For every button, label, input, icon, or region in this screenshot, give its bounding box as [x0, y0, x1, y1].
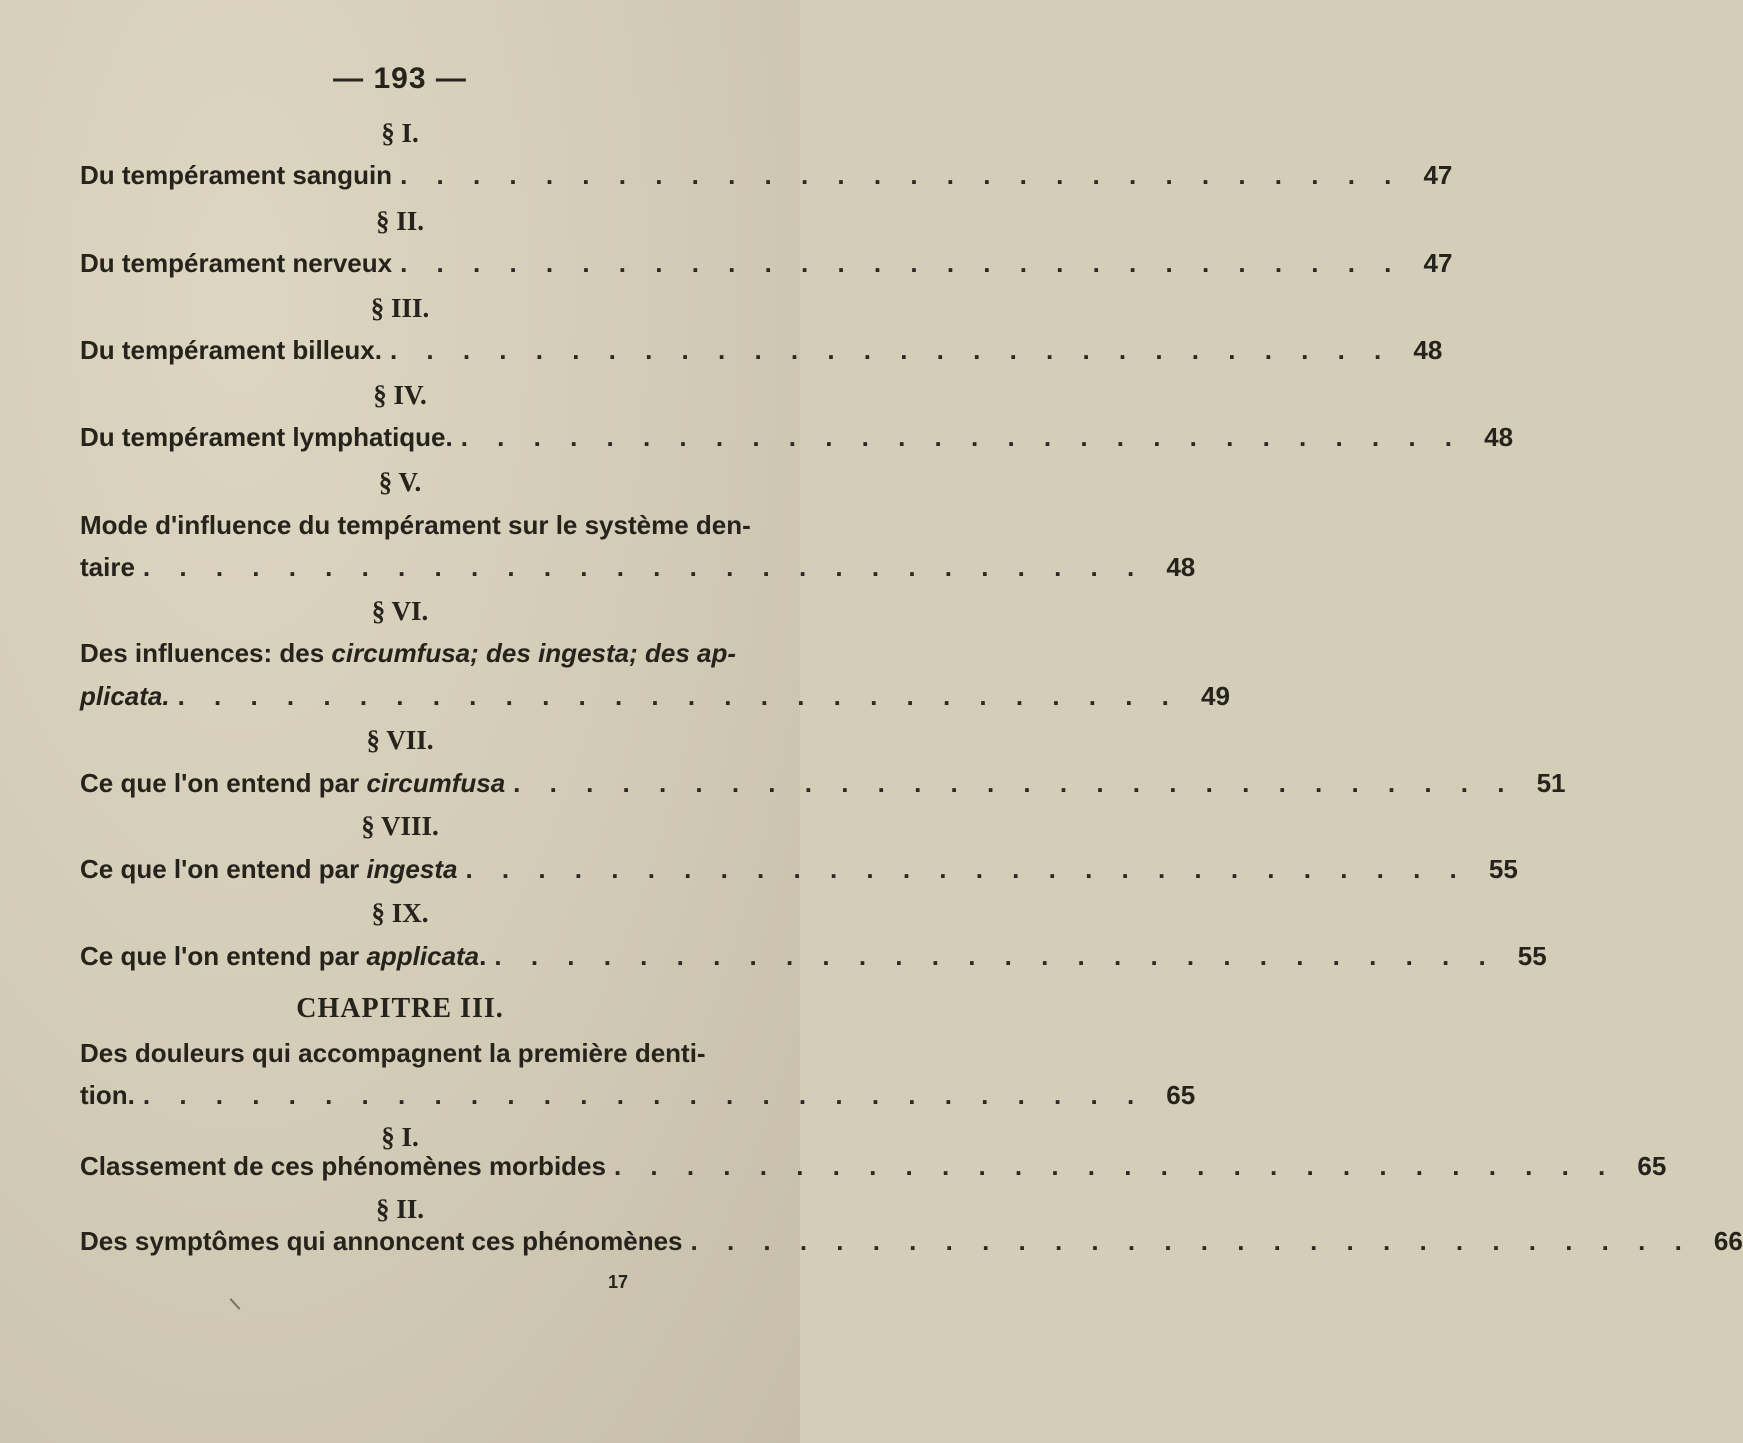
entry-title: Des douleurs qui accompagnent la première denti-: [80, 1038, 706, 1068]
section-heading: § IX.: [371, 898, 429, 928]
entry-page: 47: [1423, 160, 1453, 190]
entry-title-cont: plicata.: [80, 681, 170, 711]
entry-italic: ingesta: [538, 638, 630, 668]
entry-page: 65: [1637, 1151, 1667, 1181]
entry-page: 48: [1413, 335, 1443, 365]
entry-italic: circumfusa: [331, 638, 471, 668]
entry-italic: ingesta: [366, 854, 458, 884]
section-heading: § I.: [381, 1122, 419, 1152]
entry-text: Ce que l'on entend par: [80, 768, 367, 798]
toc-entry-line1: [80, 510, 751, 546]
chapter-heading: CHAPITRE III.: [296, 993, 504, 1024]
dot-leader: . . . . . . . . . . . . . . . . . . . . . . . . . . . .: [465, 854, 1468, 884]
entry-title: Mode d'influence du tempérament sur le système den-: [80, 510, 751, 540]
toc-entry-line2: [80, 1080, 1196, 1116]
entry-page: 66: [1713, 1226, 1743, 1256]
entry-page: 49: [1200, 681, 1230, 711]
entry-title: [80, 638, 736, 669]
toc-entry: [80, 160, 1453, 196]
page-number: — 193 —: [333, 62, 467, 95]
toc-entry: [80, 422, 1514, 458]
toc-entry-line1: [80, 638, 736, 674]
entry-page: 48: [1166, 552, 1196, 582]
entry-text: Ce que l'on entend par: [80, 941, 367, 971]
toc-entry-line1: [80, 1038, 736, 1074]
entry-title: [80, 768, 505, 799]
entry-page: 48: [1484, 422, 1514, 452]
toc-entry-line2: [80, 681, 1230, 717]
toc-entry: [80, 1151, 1667, 1187]
section-heading: § I.: [381, 118, 419, 148]
section-heading: § VII.: [366, 725, 434, 755]
signature-mark: 17: [608, 1272, 629, 1292]
entry-text: Des influences: des: [80, 638, 332, 668]
dot-leader: . . . . . . . . . . . . . . . . . . . . . . . . . . . .: [400, 160, 1403, 190]
section-heading: § VIII.: [361, 811, 439, 841]
entry-text: ; des: [470, 638, 539, 668]
entry-page: 65: [1166, 1080, 1196, 1110]
entry-title-cont: taire: [80, 552, 135, 582]
entry-title: Du tempérament sanguin: [80, 160, 393, 190]
toc-entry-line2: [80, 552, 1196, 588]
entry-page: 55: [1488, 854, 1518, 884]
entry-italic: ap-: [697, 638, 737, 668]
dot-leader: . . . . . . . . . . . . . . . . . . . . . . . . . . . .: [690, 1226, 1693, 1256]
entry-title: [80, 854, 457, 885]
entry-page: 47: [1423, 248, 1453, 278]
entry-title: [80, 941, 486, 972]
section-heading: § V.: [378, 467, 422, 497]
dot-leader: . . . . . . . . . . . . . . . . . . . . . . . . . . . .: [613, 1151, 1617, 1181]
toc-entry: [80, 335, 1443, 371]
toc-entry: [80, 1226, 1743, 1262]
entry-title: Du tempérament nerveux: [80, 248, 393, 278]
ink-speck: [230, 1298, 241, 1310]
dot-leader: . . . . . . . . . . . . . . . . . . . . . . . . . . . .: [460, 422, 1464, 452]
entry-title: Classement de ces phénomènes morbides: [80, 1151, 606, 1181]
entry-page: 51: [1536, 768, 1566, 798]
entry-title: Du tempérament billeux.: [80, 335, 382, 365]
dot-leader: . . . . . . . . . . . . . . . . . . . . . . . . . . . .: [513, 768, 1516, 798]
entry-text: Ce que l'on entend par: [80, 854, 367, 884]
toc-entry: [80, 854, 1518, 890]
entry-text: .: [479, 941, 487, 971]
section-heading: § IV.: [373, 380, 427, 410]
dot-leader: . . . . . . . . . . . . . . . . . . . . . . . . . . . .: [494, 941, 1497, 971]
dot-leader: . . . . . . . . . . . . . . . . . . . . . . . . . . . .: [400, 248, 1403, 278]
dot-leader: . . . . . . . . . . . . . . . . . . . . . . . . . . . .: [389, 335, 1393, 365]
section-heading: § II.: [375, 1194, 424, 1224]
toc-entry: [80, 941, 1547, 977]
toc-entry: [80, 248, 1453, 284]
entry-text: ; des: [629, 638, 698, 668]
dot-leader: . . . . . . . . . . . . . . . . . . . . . . . . . . . .: [177, 681, 1180, 711]
toc-entry: [80, 768, 1566, 804]
section-heading: § VI.: [371, 596, 429, 626]
dot-leader: . . . . . . . . . . . . . . . . . . . . . . . . . . . .: [142, 1080, 1146, 1110]
dot-leader: . . . . . . . . . . . . . . . . . . . . . . . . . . . .: [142, 552, 1146, 582]
entry-title: Des symptômes qui annoncent ces phénomènes: [80, 1226, 683, 1256]
entry-italic: applicata: [366, 941, 480, 971]
entry-page: 55: [1517, 941, 1547, 971]
entry-italic: circumfusa: [366, 768, 506, 798]
entry-title: Du tempérament lymphatique.: [80, 422, 453, 452]
section-heading: § II.: [375, 206, 424, 236]
section-heading: § III.: [370, 293, 430, 323]
entry-title-cont: tion.: [80, 1080, 135, 1110]
